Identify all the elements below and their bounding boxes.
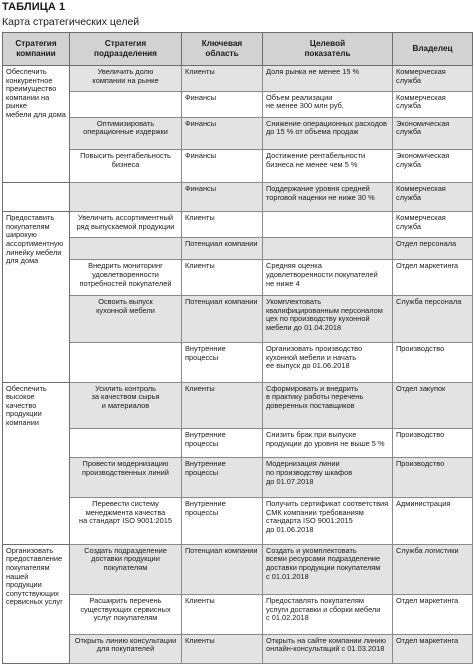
owner-cell: Служба персонала bbox=[393, 296, 473, 343]
owner-cell: Отдел закупок bbox=[393, 382, 473, 429]
owner-cell: Производство bbox=[393, 458, 473, 498]
unit-strategy-cell bbox=[70, 238, 182, 260]
table-row bbox=[3, 117, 473, 150]
key-area-cell: Клиенты bbox=[182, 260, 263, 296]
owner-cell: Экономическая служба bbox=[393, 150, 473, 183]
owner-cell: Администрация bbox=[393, 498, 473, 545]
table-row bbox=[3, 595, 473, 635]
unit-strategy-cell bbox=[70, 91, 182, 117]
owner-cell: Отдел маркетинга bbox=[393, 634, 473, 663]
table-row bbox=[3, 634, 473, 663]
table-row bbox=[3, 382, 473, 429]
unit-strategy-cell: Внедрить мониторинг удовлетворенности потребностей покупателей bbox=[70, 260, 182, 296]
table-row bbox=[3, 238, 473, 260]
header-company-strategy: Стратегия компании bbox=[3, 33, 70, 66]
key-area-cell: Потенциал компании bbox=[182, 238, 263, 260]
owner-cell: Отдел персонала bbox=[393, 238, 473, 260]
key-area-cell: Финансы bbox=[182, 183, 263, 212]
target-indicator-cell: Укомплектовать квалифицированным персоналом цех по производству кухонной мебели до 01.04.2018 bbox=[263, 296, 393, 343]
company-strategy-cell: Предоставить покупателям широкую ассортиментную линейку мебели для дома bbox=[3, 212, 70, 382]
unit-strategy-cell bbox=[70, 342, 182, 382]
key-area-cell: Внутренние процессы bbox=[182, 458, 263, 498]
unit-strategy-cell bbox=[70, 183, 182, 212]
header-unit-strategy: Стратегия подразделения bbox=[70, 33, 182, 66]
target-indicator-cell: Снижение операционных расходов до 15 % от объема продаж bbox=[263, 117, 393, 150]
key-area-cell: Клиенты bbox=[182, 382, 263, 429]
key-area-cell: Внутренние процессы bbox=[182, 429, 263, 458]
target-indicator-cell bbox=[263, 238, 393, 260]
target-indicator-cell bbox=[263, 212, 393, 238]
owner-cell: Экономическая служба bbox=[393, 117, 473, 150]
target-indicator-cell: Модернизация линии по производству шкафов до 01.07.2018 bbox=[263, 458, 393, 498]
table-row bbox=[3, 150, 473, 183]
table-heading bbox=[2, 1, 472, 29]
table-row bbox=[3, 296, 473, 343]
unit-strategy-cell: Расширить перечень существующих сервисных услуг покупателям bbox=[70, 595, 182, 635]
header-owner: Владелец bbox=[393, 33, 473, 66]
header-row bbox=[3, 33, 473, 66]
table-row bbox=[3, 544, 473, 594]
target-indicator-cell: Доля рынка не менее 15 % bbox=[263, 66, 393, 92]
key-area-cell: Финансы bbox=[182, 91, 263, 117]
table-row bbox=[3, 260, 473, 296]
target-indicator-cell: Предоставлять покупателям услуги доставки и сборки мебели с 01.02.2018 bbox=[263, 595, 393, 635]
strategy-map-table bbox=[2, 32, 473, 664]
key-area-cell: Клиенты bbox=[182, 66, 263, 92]
owner-cell: Коммерческая служба bbox=[393, 66, 473, 92]
header-target-indicator: Целевой показатель bbox=[263, 33, 393, 66]
table-caption: ТАБЛИЦА 1 bbox=[2, 1, 66, 13]
unit-strategy-cell: Увеличить долю компании на рынке bbox=[70, 66, 182, 92]
target-indicator-cell: Снизить брак при выпуске продукции до уровня не выше 5 % bbox=[263, 429, 393, 458]
key-area-cell: Финансы bbox=[182, 117, 263, 150]
unit-strategy-cell: Повысить рентабельность бизнеса bbox=[70, 150, 182, 183]
owner-cell: Отдел маркетинга bbox=[393, 595, 473, 635]
company-strategy-cell: Обеспечить высокое качество продукции компании bbox=[3, 382, 70, 544]
table-body bbox=[3, 66, 473, 664]
target-indicator-cell: Получить сертификат соответствия СМК компании требованиям стандарта ISO 9001:2015 до 01.06.2018 bbox=[263, 498, 393, 545]
owner-cell: Производство bbox=[393, 342, 473, 382]
company-strategy-cell: Организовать предоставление покупателям нашей продукции сопутствующих сервисных услуг bbox=[3, 544, 70, 663]
key-area-cell: Внутренние процессы bbox=[182, 498, 263, 545]
owner-cell: Отдел маркетинга bbox=[393, 260, 473, 296]
table-row bbox=[3, 91, 473, 117]
table-row bbox=[3, 342, 473, 382]
key-area-cell: Внутренние процессы bbox=[182, 342, 263, 382]
target-indicator-cell: Средняя оценка удовлетворенности покупателей не ниже 4 bbox=[263, 260, 393, 296]
target-indicator-cell: Поддержание уровня средней торговой наценки не ниже 30 % bbox=[263, 183, 393, 212]
table-row bbox=[3, 429, 473, 458]
key-area-cell: Клиенты bbox=[182, 634, 263, 663]
unit-strategy-cell: Увеличить ассортиментный ряд выпускаемой продукции bbox=[70, 212, 182, 238]
target-indicator-cell: Объем реализации не менее 300 млн руб. bbox=[263, 91, 393, 117]
table-row bbox=[3, 498, 473, 545]
unit-strategy-cell: Оптимизировать операционные издержки bbox=[70, 117, 182, 150]
key-area-cell: Клиенты bbox=[182, 212, 263, 238]
key-area-cell: Потенциал компании bbox=[182, 296, 263, 343]
target-indicator-cell: Организовать производство кухонной мебели и начать ее выпуск до 01.06.2018 bbox=[263, 342, 393, 382]
key-area-cell: Финансы bbox=[182, 150, 263, 183]
target-indicator-cell: Достижение рентабельности бизнеса не менее чем 5 % bbox=[263, 150, 393, 183]
key-area-cell: Клиенты bbox=[182, 595, 263, 635]
header-key-area: Ключевая область bbox=[182, 33, 263, 66]
target-indicator-cell: Сформировать и внедрить в практику работы перечень доверенных поставщиков bbox=[263, 382, 393, 429]
target-indicator-cell: Создать и укомплектовать всеми ресурсами подразделение доставки продукции покупателям с 01.01.2018 bbox=[263, 544, 393, 594]
table-row bbox=[3, 66, 473, 92]
owner-cell: Служба логистики bbox=[393, 544, 473, 594]
unit-strategy-cell: Открыть линию консультации для покупателей bbox=[70, 634, 182, 663]
owner-cell: Производство bbox=[393, 429, 473, 458]
owner-cell: Коммерческая служба bbox=[393, 91, 473, 117]
unit-strategy-cell: Провести модернизацию производственных линий bbox=[70, 458, 182, 498]
table-subcaption: Карта стратегических целей bbox=[2, 16, 140, 28]
target-indicator-cell: Открыть на сайте компании линию онлайн-консультаций с 01.03.2018 bbox=[263, 634, 393, 663]
owner-cell: Коммерческая служба bbox=[393, 212, 473, 238]
unit-strategy-cell: Освоить выпуск кухонной мебели bbox=[70, 296, 182, 343]
table-row bbox=[3, 458, 473, 498]
company-strategy-cell: Обеспечить конкурентное преимущество компании на рынке мебели для дома bbox=[3, 66, 70, 183]
owner-cell: Коммерческая служба bbox=[393, 183, 473, 212]
unit-strategy-cell bbox=[70, 429, 182, 458]
table-row bbox=[3, 212, 473, 238]
unit-strategy-cell: Усилить контроль за качеством сырья и материалов bbox=[70, 382, 182, 429]
unit-strategy-cell: Перевести систему менеджмента качества на стандарт ISO 9001:2015 bbox=[70, 498, 182, 545]
table-row bbox=[3, 183, 473, 212]
key-area-cell: Потенциал компании bbox=[182, 544, 263, 594]
unit-strategy-cell: Создать подразделение доставки продукции покупателям bbox=[70, 544, 182, 594]
company-strategy-cell bbox=[3, 183, 70, 212]
